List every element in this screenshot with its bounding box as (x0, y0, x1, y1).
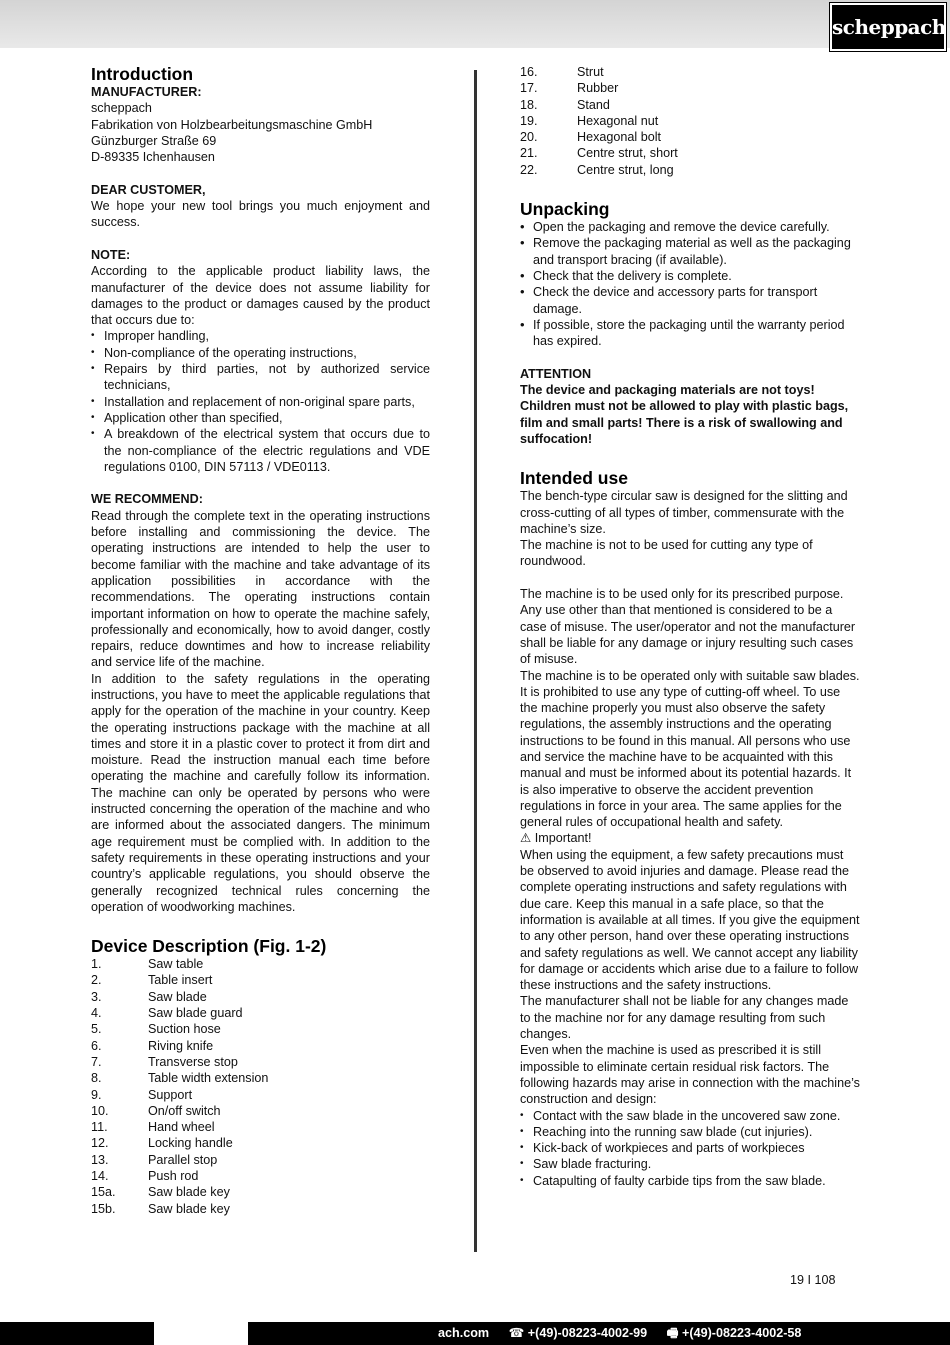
manufacturer-address (91, 100, 430, 165)
list-item: 2. Table insert (91, 973, 213, 988)
dear-customer-label: DEAR CUSTOMER, (91, 182, 206, 197)
intended-paragraph: The bench-type circular saw is designed for the slitting and cross-cutting of all types of timber, commensurate with the machine’s size. (520, 489, 848, 536)
scheppach-logo: scheppach (830, 3, 946, 51)
intended-paragraph: The machine is to be operated only with suitable saw blades. It is prohibited to use any type of cutting-off wheel. To use the machine properly you must also observe the safety regulations, the assembly instructions and the operating instructions to be found in this manual. All persons who use and service the machine have to be acquainted with this manual and must be informed about its potential hazards. It is also imperative to observe the accident prevention regulations in force in your area. The same applies for the general rules of occupational health and safety. (520, 668, 860, 830)
list-item: 7. Transverse stop (91, 1054, 238, 1069)
attention-label: ATTENTION (520, 366, 592, 381)
list-item: • Check that the delivery is complete. (520, 268, 860, 284)
list-item: • Contact with the saw blade in the uncovered saw zone. (520, 1108, 860, 1124)
list-item: • Application other than specified, (91, 410, 430, 426)
list-item: 16. Strut (520, 65, 604, 79)
intended-paragraph: Even when the machine is used as prescribed it is still impossible to eliminate certain residual risk factors. The following hazards may arise in connection with the machine’s construction and design: (520, 1043, 860, 1107)
fax-text: 🖷 +(49)-08223-4002-58 (666, 1326, 802, 1340)
address-line: Günzburger Straße 69 (91, 133, 217, 148)
list-item: 4. Saw blade guard (91, 1006, 243, 1021)
footer-bar (0, 1322, 950, 1345)
list-item: 5. Suction hose (91, 1022, 221, 1037)
list-item: 18. Stand (520, 97, 610, 112)
footer-contact (438, 1325, 817, 1342)
column-divider (474, 70, 477, 1252)
list-item: 9. Support (91, 1087, 193, 1102)
important-label: ⚠ Important! (520, 831, 592, 846)
note-text: According to the applicable product liability laws, the manufacturer of the device does not assume liability for damages to the product or damages caused by the product that occurs due to: (91, 264, 430, 328)
header-bar (0, 0, 950, 48)
right-column (520, 64, 860, 1189)
device-description-heading: Device Description (Fig. 1-2) (91, 936, 327, 957)
list-item: 10. On/off switch (91, 1103, 221, 1118)
address-line: Fabrikation von Holzbearbeitungsmaschine GmbH (91, 117, 373, 132)
phone-text: ☎ +(49)-08223-4002-99 (508, 1326, 648, 1340)
list-item: • Check the device and accessory parts for transport damage. (520, 284, 860, 317)
list-item: 12. Locking handle (91, 1136, 233, 1151)
list-item: 14. Push rod (91, 1169, 199, 1183)
list-item: • Installation and replacement of non-original spare parts, (91, 394, 430, 410)
list-item: 1. Saw table (91, 957, 204, 972)
attention-text: The device and packaging materials are not toys! Children must not be allowed to play with plastic bags, film and small parts! There is a risk of swallowing and suffocation! (520, 383, 849, 446)
list-item: 15b. Saw blade key (91, 1201, 230, 1216)
list-item: • Open the packaging and remove the device carefully. (520, 219, 860, 235)
list-item: • A breakdown of the electrical system that occurs due to the non-compliance of the electric regulations and VDE regulations 0100, DIN 57113 / VDE0113. (91, 426, 430, 475)
list-item: • If possible, store the packaging until the warranty period has expired. (520, 317, 860, 350)
page-number: 19 I 108 (790, 1273, 836, 1287)
address-line: scheppach (91, 101, 152, 116)
list-item: 21. Centre strut, short (520, 146, 678, 161)
list-item: • Kick-back of workpieces and parts of workpieces (520, 1140, 860, 1156)
intro-heading: Introduction (91, 64, 194, 84)
intended-paragraph: The machine is not to be used for cutting any type of roundwood. (520, 538, 813, 569)
intended-paragraph: When using the equipment, a few safety precautions must be observed to avoid injuries and damage. Please read the complete operating instructions and safety regulations with due care. Keep this manual in a safe place, so that the information is available at all times. If you give the equipment to any other person, hand over these operating instructions and safety regulations as well. We cannot accept any liability for damage or accidents which arise due to a failure to follow these instructions and the safety instructions. (520, 847, 860, 993)
list-item: • Non-compliance of the operating instructions, (91, 345, 430, 361)
list-item: 11. Hand wheel (91, 1120, 215, 1135)
unpacking-list (520, 219, 860, 349)
list-item: • Repairs by third parties, not by authorized service technicians, (91, 361, 430, 394)
list-item: 8. Table width extension (91, 1071, 269, 1086)
note-list (91, 328, 430, 475)
device-parts-list (91, 956, 430, 1217)
list-item: • Saw blade fracturing. (520, 1156, 860, 1172)
recommend-label: WE RECOMMEND: (91, 492, 203, 507)
note-label: NOTE: (91, 247, 131, 262)
list-item: 15a. Saw blade key (91, 1185, 230, 1200)
list-item: 13. Parallel stop (91, 1152, 218, 1167)
unpacking-heading: Unpacking (520, 199, 610, 220)
intended-paragraph: The machine is to be used only for its prescribed purpose. Any use other than that mentioned is considered to be a case of misuse. The user/operator and not the manufacturer shall be liable for any damage or injury resulting such cases of misuse. (520, 587, 856, 667)
website-text: ach.com (438, 1326, 490, 1340)
recommend-paragraph: In addition to the safety regulations in the operating instructions, you have to meet the applicable regulations that apply for the operation of the machine in your country. Keep the operating instructions package with the machine at all times and store it in a plastic cover to protect it from dirt and moisture. Read the instruction manual each time before operating the machine and carefully follow its information. The machine can only be operated by persons who were instructed concerning the operation of the machine and who are informed about the associated dangers. The minimum age requirement must be complied with. In addition to the safety requirements in these operating instructions and your country’s applicable regulations, you should observe the generally recognized technical rules concerning the operation of woodworking machines. (91, 671, 430, 914)
manufacturer-label: MANUFACTURER: (91, 85, 202, 99)
dear-customer-text: We hope your new tool brings you much enjoyment and success. (91, 199, 430, 230)
recommend-paragraph: Read through the complete text in the operating instructions before installing and commissioning the device. The operating instructions are intended to help the user to become familiar with the machine and take advantage of its application possibilities in accordance with the recommendations. The operating instructions contain important information on how to operate the machine safely, professionally and economically, how to avoid danger, costly repairs, reduce downtimes and how to increase reliability and service life of the machine. (91, 508, 430, 670)
intended-use-heading: Intended use (520, 468, 628, 489)
list-item: • Remove the packaging material as well as the packaging and transport bracing (if available). (520, 235, 860, 268)
list-item: • Improper handling, (91, 328, 430, 344)
address-line: D-89335 Ichenhausen (91, 150, 215, 165)
hazard-list (520, 1108, 860, 1189)
list-item: • Reaching into the running saw blade (cut injuries). (520, 1124, 860, 1140)
list-item: 17. Rubber (520, 81, 619, 96)
list-item: 3. Saw blade (91, 989, 207, 1004)
list-item: 20. Hexagonal bolt (520, 130, 662, 145)
list-item: 19. Hexagonal nut (520, 113, 659, 128)
list-item: 22. Centre strut, long (520, 162, 674, 177)
device-parts-list-continued (520, 64, 860, 178)
intended-paragraph: The manufacturer shall not be liable for any changes made to the machine nor for any damage resulting from such changes. (520, 994, 849, 1042)
list-item: 6. Riving knife (91, 1038, 214, 1053)
list-item: • Catapulting of faulty carbide tips from the saw blade. (520, 1173, 860, 1189)
left-column (91, 64, 430, 1217)
